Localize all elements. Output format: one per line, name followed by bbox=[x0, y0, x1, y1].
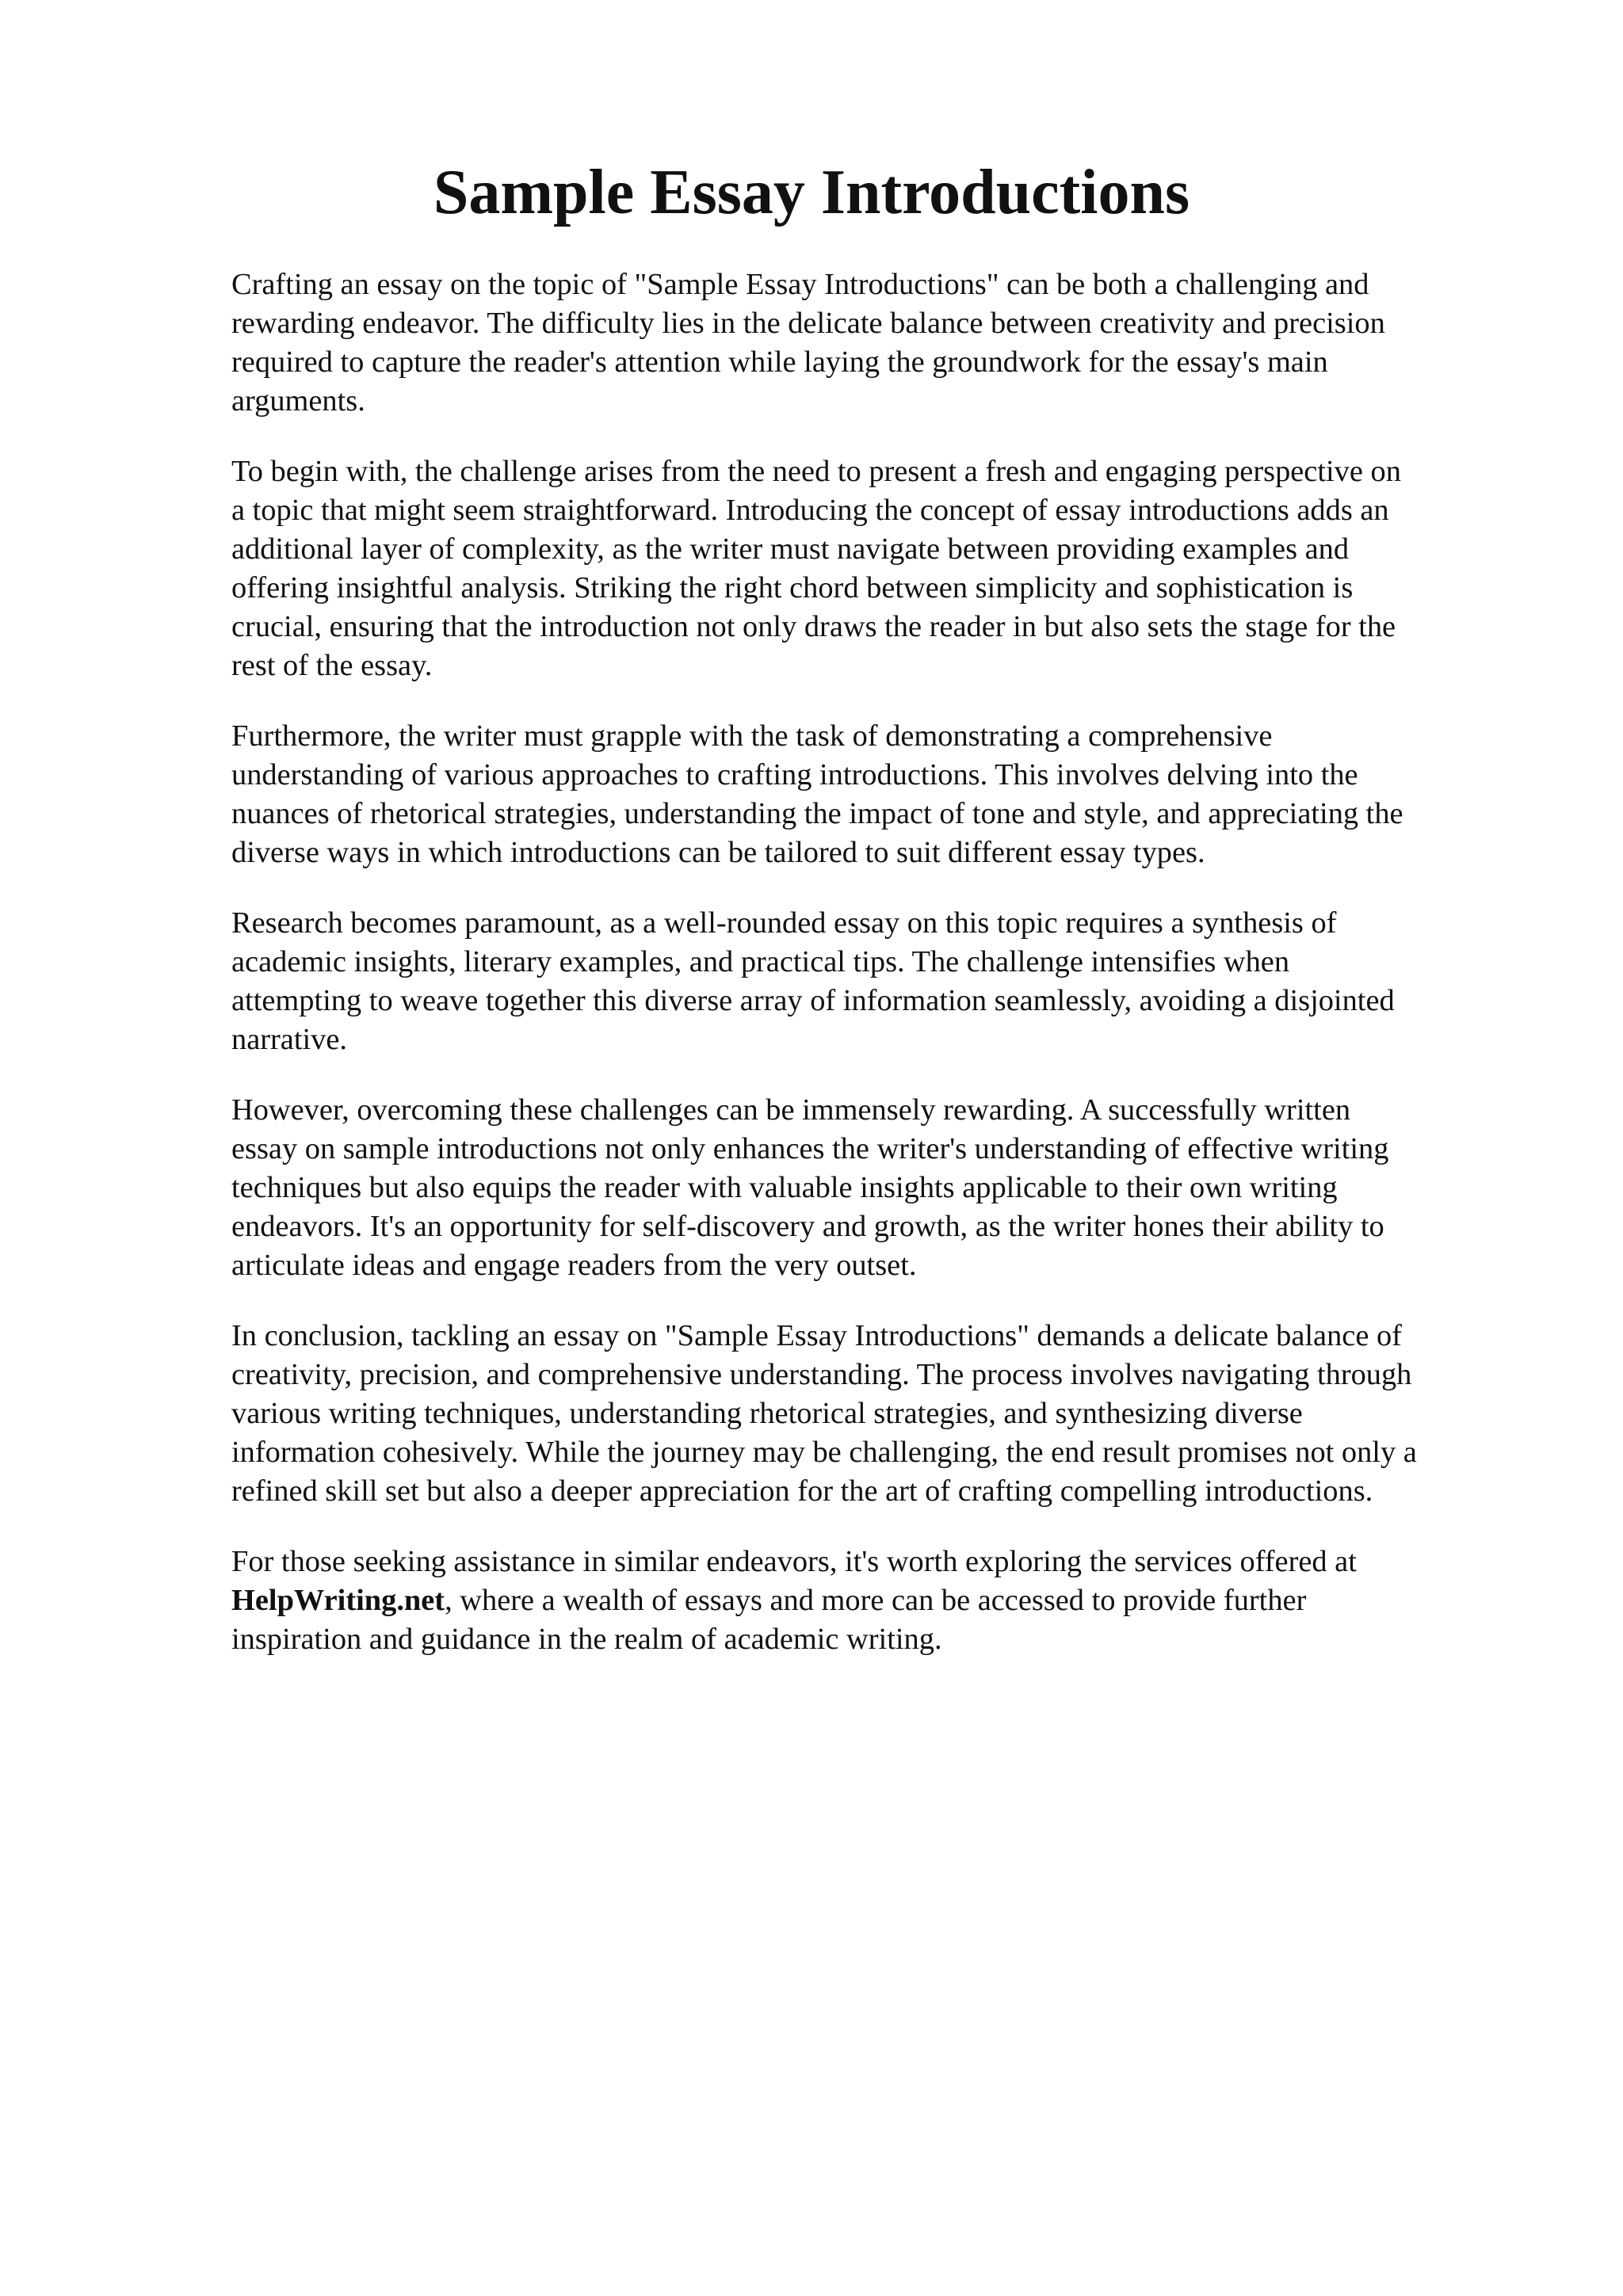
paragraph-line: a topic that might seem straightforward. Introducing the concept of essay introductions adds an bbox=[231, 494, 1389, 527]
closing-paragraph bbox=[231, 1543, 1531, 1659]
closing-line-text: , where a wealth of essays and more can be accessed to provide further bbox=[445, 1584, 1307, 1617]
paragraph-line: inspiration and guidance in the realm of academic writing. bbox=[231, 1623, 942, 1656]
paragraph-line: articulate ideas and engage readers from the very outset. bbox=[231, 1249, 917, 1282]
paragraph-line: Research becomes paramount, as a well-rounded essay on this topic requires a synthesis of bbox=[231, 906, 1337, 940]
paragraph-line: To begin with, the challenge arises from the need to present a fresh and engaging perspective on bbox=[231, 455, 1401, 488]
essay-body bbox=[231, 265, 1531, 1691]
paragraph-4 bbox=[231, 904, 1531, 1059]
paragraph-line: rewarding endeavor. The difficulty lies in the delicate balance between creativity and precision bbox=[231, 307, 1385, 340]
paragraph-line: diverse ways in which introductions can be tailored to suit different essay types. bbox=[231, 836, 1205, 869]
paragraph-line: techniques but also equips the reader with valuable insights applicable to their own writing bbox=[231, 1171, 1338, 1204]
paragraph-line: Crafting an essay on the topic of "Sample Essay Introductions" can be both a challenging and bbox=[231, 268, 1369, 301]
paragraph-line: various writing techniques, understanding rhetorical strategies, and synthesizing diverse bbox=[231, 1397, 1303, 1430]
paragraph-line: endeavors. It's an opportunity for self-discovery and growth, as the writer hones their ability to bbox=[231, 1210, 1384, 1243]
paragraph-1 bbox=[231, 265, 1531, 421]
paragraph-6 bbox=[231, 1317, 1531, 1511]
paragraph-line: nuances of rhetorical strategies, understanding the impact of tone and style, and appreciating the bbox=[231, 797, 1403, 830]
paragraph-3 bbox=[231, 717, 1531, 872]
paragraph-line: attempting to weave together this diverse array of information seamlessly, avoiding a disjointed bbox=[231, 984, 1395, 1017]
paragraph-line: offering insightful analysis. Striking the right chord between simplicity and sophistication is bbox=[231, 571, 1354, 605]
paragraph-line: essay on sample introductions not only enhances the writer's understanding of effective writing bbox=[231, 1132, 1389, 1165]
paragraph-line: refined skill set but also a deeper appreciation for the art of crafting compelling introductions. bbox=[231, 1474, 1373, 1508]
paragraph-line bbox=[231, 1581, 1531, 1620]
paragraph-line: creativity, precision, and comprehensive understanding. The process involves navigating through bbox=[231, 1358, 1412, 1391]
paragraph-line: For those seeking assistance in similar endeavors, it's worth exploring the services offered at bbox=[231, 1545, 1357, 1578]
paragraph-line: crucial, ensuring that the introduction not only draws the reader in but also sets the stage for the bbox=[231, 610, 1396, 643]
helpwriting-brand-link[interactable]: HelpWriting.net bbox=[231, 1584, 445, 1617]
paragraph-line: However, overcoming these challenges can be immensely rewarding. A successfully written bbox=[231, 1093, 1351, 1127]
page-title: Sample Essay Introductions bbox=[433, 158, 1190, 227]
paragraph-line: In conclusion, tackling an essay on "Sample Essay Introductions" demands a delicate balance of bbox=[231, 1319, 1402, 1352]
paragraph-line: arguments. bbox=[231, 384, 365, 418]
paragraph-line: narrative. bbox=[231, 1023, 348, 1056]
paragraph-line: required to capture the reader's attention while laying the groundwork for the essay's main bbox=[231, 345, 1328, 379]
paragraph-line: rest of the essay. bbox=[231, 649, 433, 682]
paragraph-5 bbox=[231, 1091, 1531, 1285]
paragraph-line: academic insights, literary examples, and practical tips. The challenge intensifies when bbox=[231, 945, 1290, 978]
paragraph-line: understanding of various approaches to crafting introductions. This involves delving into the bbox=[231, 758, 1358, 791]
paragraph-line: Furthermore, the writer must grapple with the task of demonstrating a comprehensive bbox=[231, 719, 1273, 753]
paragraph-2 bbox=[231, 452, 1531, 685]
paragraph-line: additional layer of complexity, as the writer must navigate between providing examples and bbox=[231, 532, 1350, 566]
paragraph-line: information cohesively. While the journey may be challenging, the end result promises not only a bbox=[231, 1436, 1417, 1469]
